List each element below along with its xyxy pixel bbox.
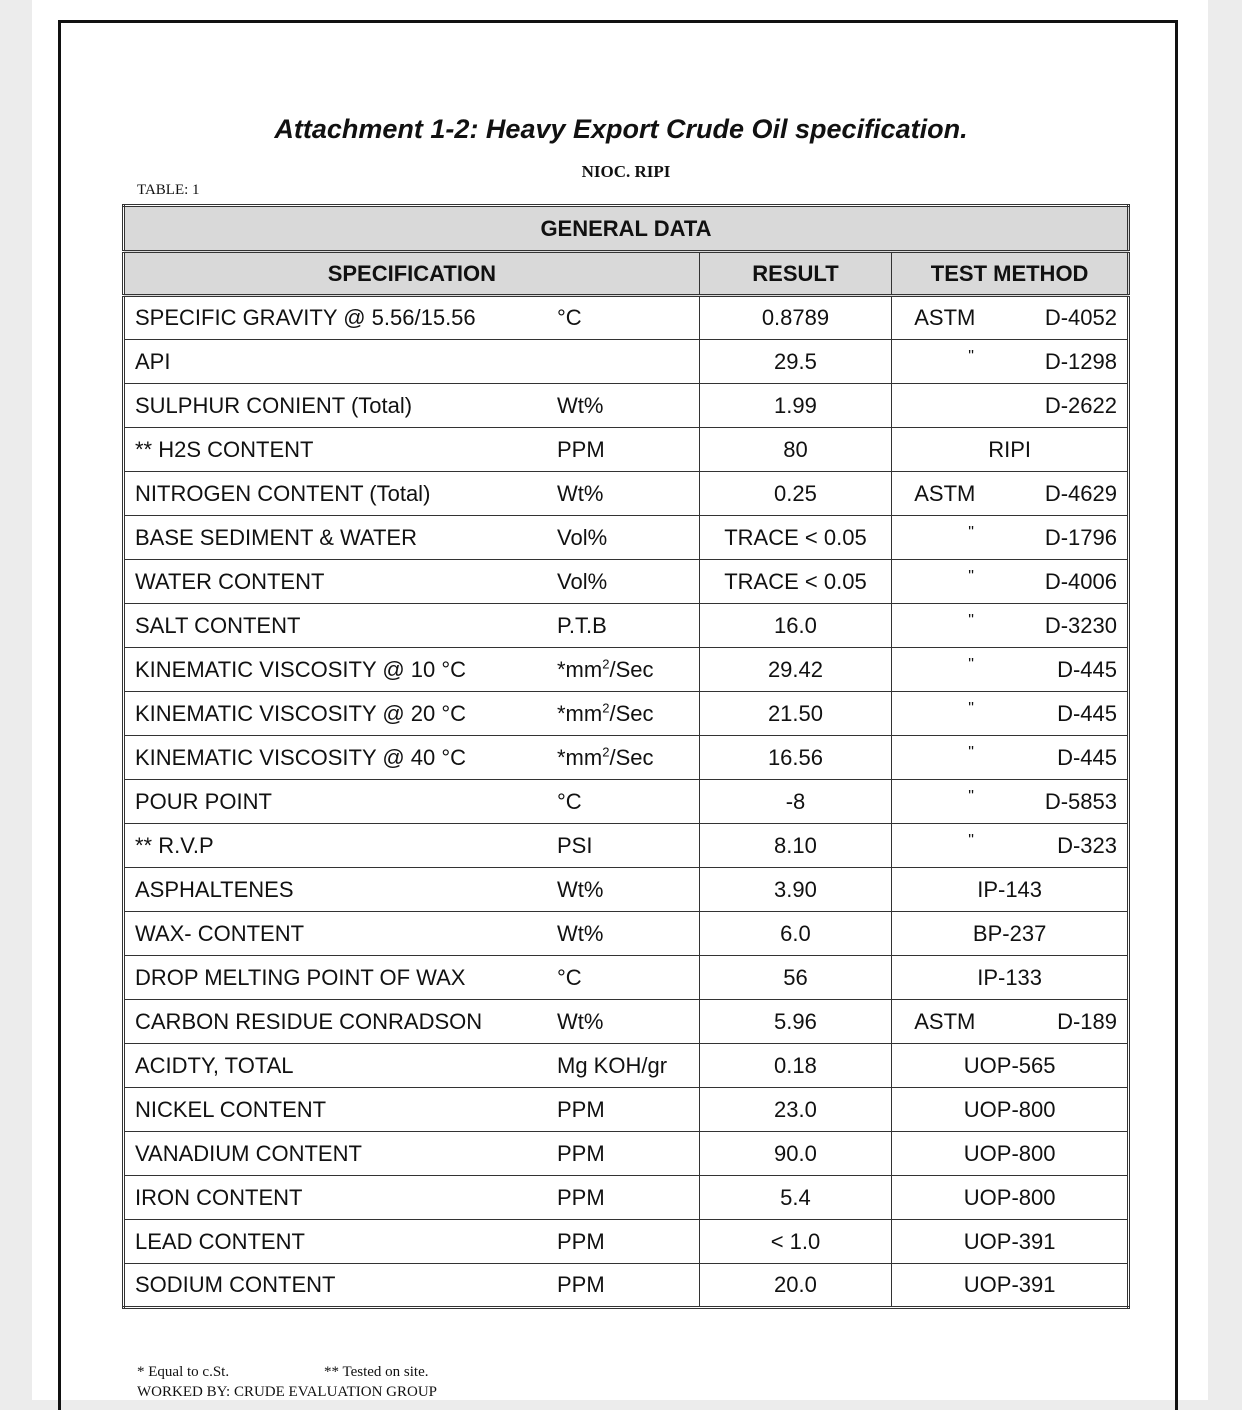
document-title: Attachment 1-2: Heavy Export Crude Oil specification. bbox=[274, 114, 968, 144]
unit-text: P.T.B bbox=[557, 612, 607, 638]
ditto-mark: " bbox=[968, 700, 974, 718]
result-cell: 80 bbox=[699, 428, 892, 472]
specification-cell bbox=[124, 1044, 700, 1088]
specification-name: POUR POINT bbox=[135, 788, 272, 814]
table-row bbox=[124, 736, 1129, 780]
method-code-centered: UOP-565 bbox=[963, 1052, 1056, 1078]
unit-text: PSI bbox=[557, 832, 593, 858]
specification-name: SODIUM CONTENT bbox=[135, 1272, 336, 1297]
test-method-cell bbox=[892, 1264, 1129, 1308]
test-method-cell bbox=[892, 384, 1129, 428]
test-method-cell bbox=[892, 472, 1129, 516]
specification-name: ** H2S CONTENT bbox=[135, 436, 314, 462]
result-cell: 0.8789 bbox=[699, 296, 892, 340]
specification-unit bbox=[557, 525, 607, 551]
test-method-cell bbox=[892, 824, 1129, 868]
specification-cell bbox=[124, 736, 700, 780]
specification-name: LEAD CONTENT bbox=[135, 1228, 305, 1254]
unit-text: Wt% bbox=[557, 920, 604, 946]
specification-cell bbox=[124, 340, 700, 384]
table-row bbox=[124, 1000, 1129, 1044]
test-method-cell bbox=[892, 428, 1129, 472]
method-code-centered: UOP-391 bbox=[963, 1272, 1056, 1297]
result-cell: TRACE < 0.05 bbox=[699, 516, 892, 560]
specification-unit bbox=[557, 877, 603, 903]
unit-text: °C bbox=[557, 788, 582, 814]
specification-unit bbox=[557, 613, 607, 639]
specification-cell bbox=[124, 1088, 700, 1132]
unit-text: *mm bbox=[557, 700, 603, 726]
method-code-centered: BP-237 bbox=[972, 920, 1047, 946]
table-row bbox=[124, 648, 1129, 692]
method-standard: ASTM bbox=[914, 480, 976, 506]
specification-cell bbox=[124, 1220, 700, 1264]
specification-cell bbox=[124, 516, 700, 560]
method-code: D-4052 bbox=[1044, 305, 1117, 330]
result-cell: 90.0 bbox=[699, 1132, 892, 1176]
specification-unit bbox=[557, 437, 605, 463]
specification-unit bbox=[557, 1097, 605, 1123]
specification-unit bbox=[557, 1141, 605, 1167]
test-method-cell bbox=[892, 560, 1129, 604]
result-cell: 0.18 bbox=[699, 1044, 892, 1088]
method-code: D-445 bbox=[1057, 700, 1117, 726]
test-method-cell bbox=[892, 868, 1129, 912]
specification-table bbox=[122, 204, 1130, 1309]
method-code: D-445 bbox=[1057, 656, 1117, 682]
unit-text: Wt% bbox=[557, 876, 604, 902]
test-method-cell bbox=[892, 1176, 1129, 1220]
method-code: D-3230 bbox=[1044, 612, 1117, 638]
specification-cell bbox=[124, 428, 700, 472]
result-cell: 6.0 bbox=[699, 912, 892, 956]
table-body bbox=[124, 296, 1129, 1308]
result-cell: 29.42 bbox=[699, 648, 892, 692]
test-method-cell bbox=[892, 912, 1129, 956]
unit-text: PPM bbox=[557, 1140, 605, 1166]
method-standard: ASTM bbox=[914, 305, 976, 330]
unit-text: PPM bbox=[557, 436, 605, 462]
result-cell: TRACE < 0.05 bbox=[699, 560, 892, 604]
specification-name: KINEMATIC VISCOSITY @ 20 °C bbox=[135, 700, 467, 726]
specification-name: NICKEL CONTENT bbox=[135, 1096, 327, 1122]
table-row bbox=[124, 296, 1129, 340]
method-code: D-189 bbox=[1057, 1008, 1117, 1034]
test-method-cell bbox=[892, 296, 1129, 340]
specification-name: DROP MELTING POINT OF WAX bbox=[135, 964, 466, 990]
table-row bbox=[124, 912, 1129, 956]
result-column-header: RESULT bbox=[699, 252, 892, 296]
ditto-mark: " bbox=[968, 832, 974, 850]
specification-column-header: SPECIFICATION bbox=[124, 252, 700, 296]
specification-name: WAX- CONTENT bbox=[135, 920, 305, 946]
specification-name: KINEMATIC VISCOSITY @ 40 °C bbox=[135, 744, 467, 770]
ditto-mark: " bbox=[968, 656, 974, 674]
test-method-cell bbox=[892, 516, 1129, 560]
result-cell: 5.96 bbox=[699, 1000, 892, 1044]
unit-suffix: /Sec bbox=[609, 744, 654, 770]
specification-unit bbox=[557, 921, 603, 947]
method-code-centered: UOP-800 bbox=[963, 1140, 1056, 1166]
specification-name: VANADIUM CONTENT bbox=[135, 1140, 362, 1166]
table-row bbox=[124, 1176, 1129, 1220]
table-row bbox=[124, 1132, 1129, 1176]
result-cell: -8 bbox=[699, 780, 892, 824]
document-subtitle: NIOC. RIPI bbox=[581, 162, 671, 181]
unit-suffix: /Sec bbox=[609, 700, 654, 726]
specification-name: ASPHALTENES bbox=[135, 876, 294, 902]
result-cell: 56 bbox=[699, 956, 892, 1000]
table-label: TABLE: 1 bbox=[137, 182, 200, 198]
unit-text: *mm bbox=[557, 744, 603, 770]
table-row bbox=[124, 824, 1129, 868]
result-cell: < 1.0 bbox=[699, 1220, 892, 1264]
specification-cell bbox=[124, 780, 700, 824]
table-row bbox=[124, 516, 1129, 560]
unit-text: Wt% bbox=[557, 1008, 604, 1034]
table-row bbox=[124, 340, 1129, 384]
specification-cell bbox=[124, 868, 700, 912]
result-cell: 23.0 bbox=[699, 1088, 892, 1132]
method-code: D-4629 bbox=[1044, 480, 1117, 506]
unit-text: Vol% bbox=[557, 568, 608, 594]
test-method-cell bbox=[892, 1132, 1129, 1176]
specification-unit bbox=[557, 833, 592, 859]
method-code: D-445 bbox=[1057, 744, 1117, 770]
specification-name: BASE SEDIMENT & WATER bbox=[135, 524, 417, 550]
specification-cell bbox=[124, 472, 700, 516]
specification-unit bbox=[557, 789, 582, 815]
unit-text: *mm bbox=[557, 656, 603, 682]
specification-unit bbox=[557, 1185, 605, 1211]
table-row bbox=[124, 1220, 1129, 1264]
general-data-header: GENERAL DATA bbox=[124, 206, 1129, 252]
specification-cell bbox=[124, 648, 700, 692]
unit-text: PPM bbox=[557, 1184, 605, 1210]
specification-name: SPECIFIC GRAVITY @ 5.56/15.56 bbox=[135, 305, 476, 330]
test-method-cell bbox=[892, 1220, 1129, 1264]
specification-name: WATER CONTENT bbox=[135, 568, 325, 594]
specification-name: ACIDTY, TOTAL bbox=[135, 1052, 294, 1078]
table-row bbox=[124, 1088, 1129, 1132]
footnote-equal-cst: * Equal to c.St. bbox=[137, 1364, 230, 1380]
specification-name: KINEMATIC VISCOSITY @ 10 °C bbox=[135, 656, 467, 682]
specification-cell bbox=[124, 1264, 700, 1308]
unit-superscript: 2 bbox=[602, 656, 610, 672]
test-method-cell bbox=[892, 648, 1129, 692]
method-code-centered: UOP-391 bbox=[963, 1228, 1056, 1254]
ditto-mark: " bbox=[968, 744, 974, 762]
test-method-cell bbox=[892, 692, 1129, 736]
result-cell: 3.90 bbox=[699, 868, 892, 912]
unit-text: Wt% bbox=[557, 392, 604, 418]
specification-cell bbox=[124, 296, 700, 340]
result-cell: 16.56 bbox=[699, 736, 892, 780]
unit-text: °C bbox=[557, 964, 582, 990]
test-method-cell bbox=[892, 1044, 1129, 1088]
test-method-column-header: TEST METHOD bbox=[892, 252, 1129, 296]
unit-superscript: 2 bbox=[602, 700, 610, 716]
specification-unit bbox=[557, 1272, 605, 1298]
ditto-mark: " bbox=[968, 524, 974, 542]
specification-name: SALT CONTENT bbox=[135, 612, 301, 638]
result-cell: 21.50 bbox=[699, 692, 892, 736]
specification-cell bbox=[124, 912, 700, 956]
table-row bbox=[124, 604, 1129, 648]
test-method-cell bbox=[892, 1000, 1129, 1044]
test-method-cell bbox=[892, 736, 1129, 780]
method-code: D-2622 bbox=[1044, 392, 1117, 418]
specification-name: CARBON RESIDUE CONRADSON bbox=[135, 1008, 483, 1034]
specification-name: ** R.V.P bbox=[135, 832, 214, 858]
result-cell: 5.4 bbox=[699, 1176, 892, 1220]
method-code: D-1298 bbox=[1044, 348, 1117, 374]
unit-text: PPM bbox=[557, 1228, 605, 1254]
table-row bbox=[124, 956, 1129, 1000]
footnote-worked-by: WORKED BY: CRUDE EVALUATION GROUP bbox=[137, 1384, 438, 1400]
method-code-centered: UOP-800 bbox=[963, 1184, 1056, 1210]
specification-cell bbox=[124, 824, 700, 868]
method-code: D-5853 bbox=[1044, 788, 1117, 814]
unit-text: PPM bbox=[557, 1096, 605, 1122]
test-method-cell bbox=[892, 604, 1129, 648]
specification-cell bbox=[124, 1176, 700, 1220]
unit-text: Wt% bbox=[557, 480, 604, 506]
specification-unit bbox=[557, 393, 603, 419]
specification-unit bbox=[557, 1053, 667, 1079]
method-code: D-323 bbox=[1057, 832, 1117, 858]
unit-text: Mg KOH/gr bbox=[557, 1052, 668, 1078]
result-cell: 8.10 bbox=[699, 824, 892, 868]
specification-name: SULPHUR CONIENT (Total) bbox=[135, 392, 413, 418]
table-row bbox=[124, 384, 1129, 428]
ditto-mark: " bbox=[968, 788, 974, 806]
result-cell: 20.0 bbox=[699, 1264, 892, 1308]
table-row bbox=[124, 1264, 1129, 1308]
test-method-cell bbox=[892, 780, 1129, 824]
specification-cell bbox=[124, 1000, 700, 1044]
specification-cell bbox=[124, 692, 700, 736]
footnote-tested-on-site: ** Tested on site. bbox=[324, 1364, 429, 1380]
table-row bbox=[124, 560, 1129, 604]
method-code-centered: RIPI bbox=[988, 436, 1032, 462]
result-cell: 29.5 bbox=[699, 340, 892, 384]
method-code-centered: IP-143 bbox=[977, 876, 1043, 902]
specification-name: API bbox=[135, 348, 171, 374]
table-row bbox=[124, 472, 1129, 516]
unit-text: °C bbox=[557, 305, 582, 330]
specification-cell bbox=[124, 604, 700, 648]
result-cell: 16.0 bbox=[699, 604, 892, 648]
ditto-mark: " bbox=[968, 348, 974, 366]
unit-superscript: 2 bbox=[602, 744, 610, 760]
specification-unit bbox=[557, 657, 653, 683]
unit-text: Vol% bbox=[557, 524, 608, 550]
table-row bbox=[124, 780, 1129, 824]
result-cell: 0.25 bbox=[699, 472, 892, 516]
unit-suffix: /Sec bbox=[609, 656, 654, 682]
result-cell: 1.99 bbox=[699, 384, 892, 428]
specification-cell bbox=[124, 560, 700, 604]
table-row bbox=[124, 692, 1129, 736]
specification-cell bbox=[124, 956, 700, 1000]
specification-unit bbox=[557, 701, 653, 727]
specification-unit bbox=[557, 1229, 605, 1255]
specification-unit bbox=[557, 745, 653, 771]
method-code: D-4006 bbox=[1044, 568, 1117, 594]
ditto-mark: " bbox=[968, 612, 974, 630]
specification-unit bbox=[557, 965, 582, 991]
table-row bbox=[124, 428, 1129, 472]
table-row bbox=[124, 1044, 1129, 1088]
specification-unit bbox=[557, 305, 582, 331]
test-method-cell bbox=[892, 340, 1129, 384]
method-standard: ASTM bbox=[914, 1008, 976, 1034]
specification-cell bbox=[124, 384, 700, 428]
ditto-mark: " bbox=[968, 568, 974, 586]
method-code-centered: IP-133 bbox=[977, 964, 1043, 990]
specification-unit bbox=[557, 1009, 603, 1035]
specification-name: IRON CONTENT bbox=[135, 1184, 303, 1210]
test-method-cell bbox=[892, 1088, 1129, 1132]
table-row bbox=[124, 868, 1129, 912]
specification-name: NITROGEN CONTENT (Total) bbox=[135, 480, 431, 506]
specification-cell bbox=[124, 1132, 700, 1176]
test-method-cell bbox=[892, 956, 1129, 1000]
specification-unit bbox=[557, 569, 607, 595]
method-code-centered: UOP-800 bbox=[963, 1096, 1056, 1122]
unit-text: PPM bbox=[557, 1272, 605, 1297]
method-code: D-1796 bbox=[1044, 524, 1117, 550]
specification-unit bbox=[557, 481, 603, 507]
